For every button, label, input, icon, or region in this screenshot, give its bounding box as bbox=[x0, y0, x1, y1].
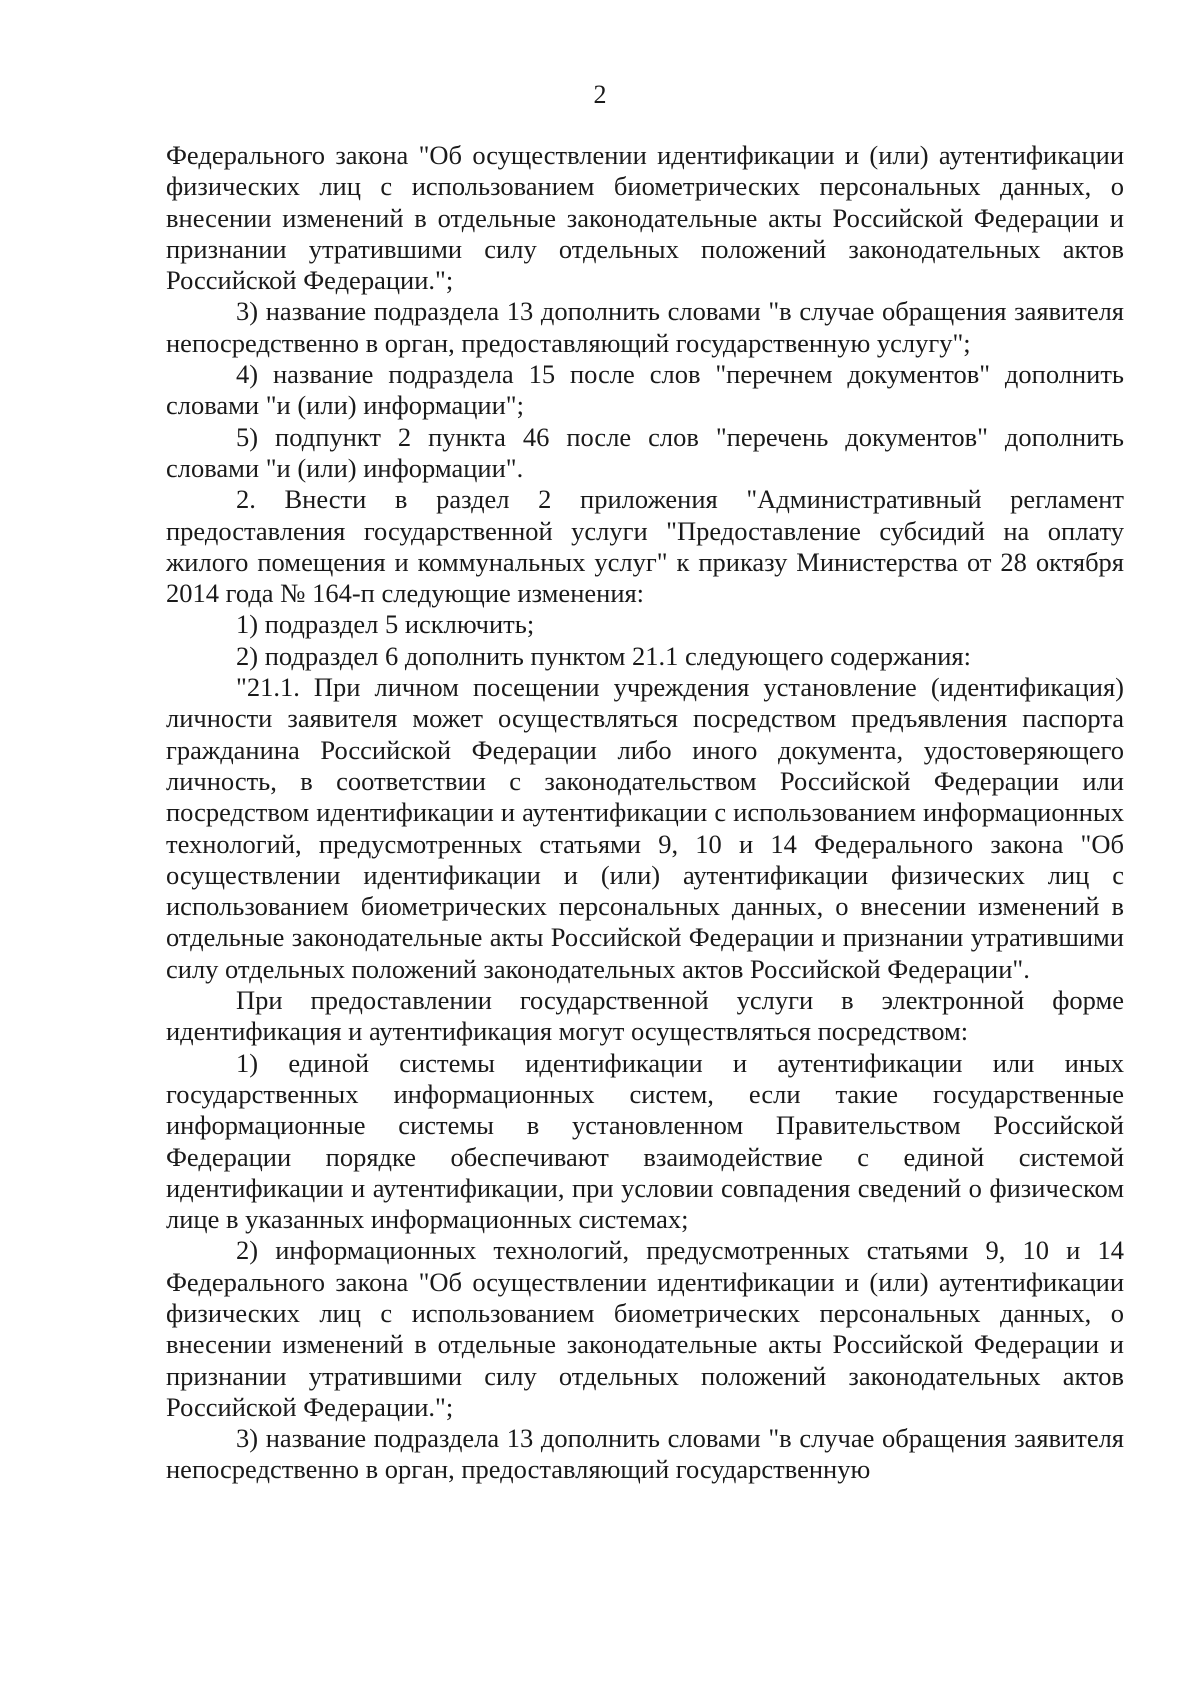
paragraph: 3) название подраздела 13 дополнить словами "в случае обращения заявителя непосредственно в орган, предоставляющий государственную bbox=[166, 1423, 1124, 1485]
paragraph: 3) название подраздела 13 дополнить словами "в случае обращения заявителя непосредственно в орган, предоставляющий государственную услугу"; bbox=[166, 296, 1124, 358]
paragraph: "21.1. При личном посещении учреждения установление (идентификация) личности заявителя может осуществляться посредством предъявления паспорта гражданина Российской Федерации либо иного документа, удостоверяющего личность, в соответствии с законодательством Российской Федерации или посредством идентификации и аутентификации с использованием информационных технологий, предусмотренных статьями 9, 10 и 14 Федерального закона "Об осуществлении идентификации и (или) аутентификации физических лиц с использованием биометрических персональных данных, о внесении изменений в отдельные законодательные акты Российской Федерации и признании утратившими силу отдельных положений законодательных актов Российской Федерации". bbox=[166, 672, 1124, 984]
paragraph: 2. Внести в раздел 2 приложения "Административный регламент предоставления государственной услуги "Предоставление субсидий на оплату жилого помещения и коммунальных услуг" к приказу Министерства от 28 октября 2014 года № 164-п следующие изменения: bbox=[166, 484, 1124, 609]
document-body bbox=[166, 140, 1124, 1486]
paragraph: 2) подраздел 6 дополнить пунктом 21.1 следующего содержания: bbox=[236, 640, 971, 671]
paragraph: Федерального закона "Об осуществлении идентификации и (или) аутентификации физических лиц с использованием биометрических персональных данных, о внесении изменений в отдельные законодательные акты Российской Федерации и признании утратившими силу отдельных положений законодательных актов Российской Федерации."; bbox=[166, 140, 1124, 296]
paragraph: 5) подпункт 2 пункта 46 после слов "перечень документов" дополнить словами "и (или) информации". bbox=[166, 421, 1124, 483]
paragraph: При предоставлении государственной услуги в электронной форме идентификация и аутентификация могут осуществляться посредством: bbox=[166, 985, 1124, 1047]
page-number: 2 bbox=[593, 80, 607, 109]
paragraph: 2) информационных технологий, предусмотренных статьями 9, 10 и 14 Федерального закона "Об осуществлении идентификации и (или) аутентификации физических лиц с использованием биометрических персональных данных, о внесении изменений в отдельные законодательные акты Российской Федерации и признании утратившими силу отдельных положений законодательных актов Российской Федерации."; bbox=[166, 1235, 1124, 1422]
paragraph: 1) единой системы идентификации и аутентификации или иных государственных информационных систем, если такие государственные информационные системы в установленном Правительством Российской Федерации порядке обеспечивают взаимодействие с единой системой идентификации и аутентификации, при условии совпадения сведений о физическом лице в указанных информационных системах; bbox=[166, 1047, 1124, 1235]
paragraph: 4) название подраздела 15 после слов "перечнем документов" дополнить словами "и (или) информации"; bbox=[166, 359, 1124, 421]
paragraph: 1) подраздел 5 исключить; bbox=[236, 609, 535, 640]
